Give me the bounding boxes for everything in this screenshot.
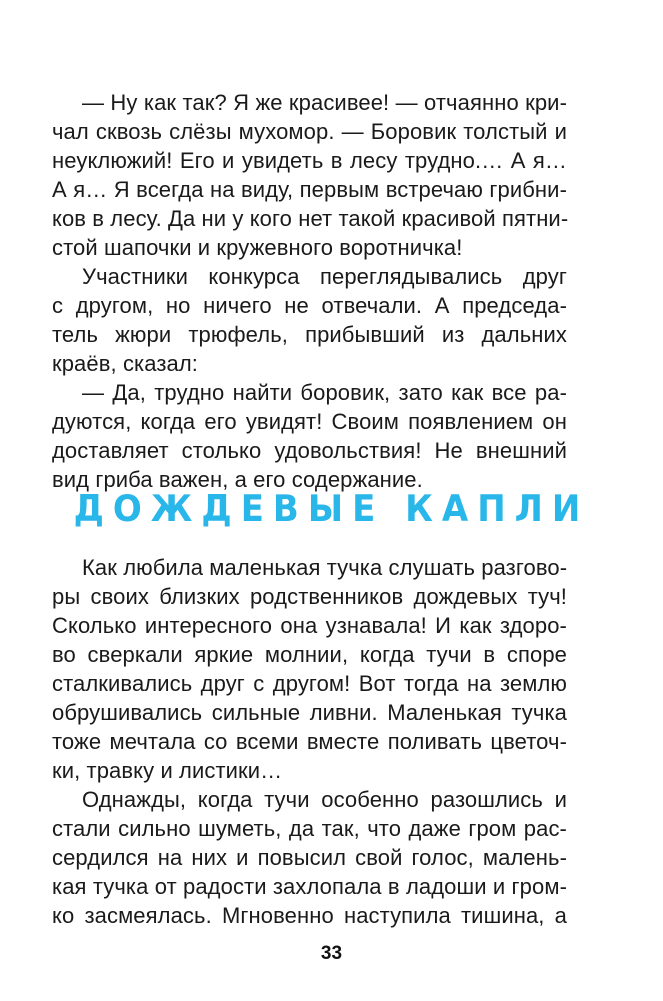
text-line: чал сквозь слёзы мухомор. — Боровик толстый и	[52, 119, 567, 144]
text-line: краёв, сказал:	[52, 351, 199, 376]
chapter-heading: ДОЖДЕВЫЕ КАПЛИ	[73, 487, 590, 531]
text-line: — Ну как так? Я же красивее! — отчаянно кри-	[82, 90, 567, 115]
text-line: — Да, трудно найти боровик, зато как все ра-	[82, 380, 567, 405]
text-line: ки, травку и листики…	[52, 758, 283, 783]
text-line: стали сильно шуметь, да так, что даже гром рас-	[52, 816, 567, 841]
text-line: тоже мечтала со всеми вместе поливать цветоч-	[52, 729, 567, 754]
text-line: обрушивались сильные ливни. Маленькая тучка	[52, 700, 567, 725]
page-number: 33	[320, 943, 343, 964]
text-line: кая тучка от радости захлопала в ладоши и гром-	[52, 874, 567, 899]
text-line: ко засмеялась. Мгновенно наступила тишина, а	[52, 903, 567, 928]
text-line: сердился на них и повысил свой голос, малень-	[52, 845, 567, 870]
text-line: ры своих близких родственников дождевых туч!	[52, 584, 567, 609]
text-line: неуклюжий! Его и увидеть в лесу трудно.… А я…	[52, 148, 567, 173]
text-line: Участники конкурса переглядывались друг	[82, 264, 567, 289]
text-line: с другом, но ничего не отвечали. А председа-	[52, 293, 567, 318]
text-line: Сколько интересного она узнавала! И как здоро-	[52, 613, 567, 638]
text-line: тель жюри трюфель, прибывший из дальних	[52, 322, 567, 347]
text-line: сталкивались друг с другом! Вот тогда на землю	[52, 671, 567, 696]
text-line: Однажды, когда тучи особенно разошлись и	[82, 787, 567, 812]
text-line: во сверкали яркие молнии, когда тучи в споре	[52, 642, 567, 667]
text-line: Как любила маленькая тучка слушать разгово-	[82, 555, 568, 580]
text-line: А я… Я всегда на виду, первым встречаю грибни-	[52, 177, 567, 202]
text-line: доставляет столько удовольствия! Не внешний	[52, 438, 567, 463]
text-line: дуются, когда его увидят! Своим появлением он	[52, 409, 567, 434]
text-line: ков в лесу. Да ни у кого нет такой красивой пятни-	[52, 206, 569, 231]
text-line: стой шапочки и кружевного воротничка!	[52, 235, 463, 260]
text-line: вид гриба важен, а его содержание.	[52, 467, 423, 492]
